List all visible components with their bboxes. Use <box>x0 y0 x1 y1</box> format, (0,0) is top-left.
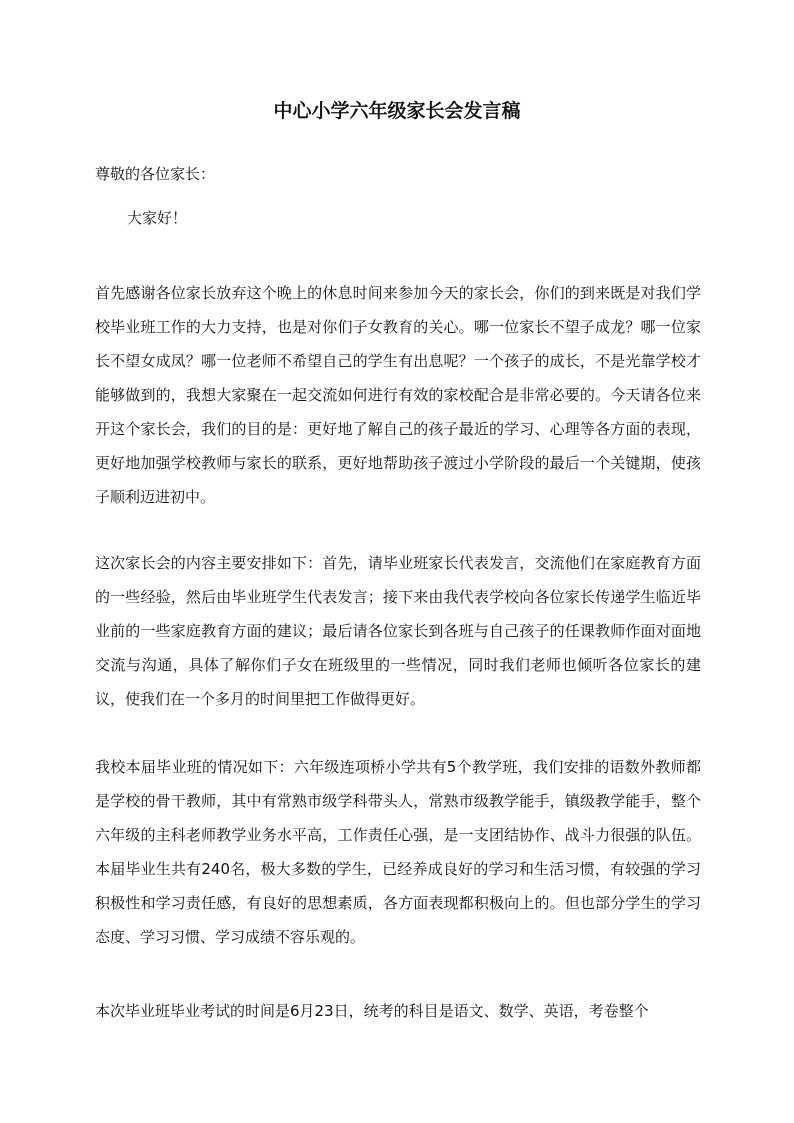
greeting: 大家好！ <box>127 209 188 227</box>
paragraph-opening: 首先感谢各位家长放弃这个晚上的休息时间来参加今天的家长会，你们的到来既是对我们学校毕业班工作的大力支持，也是对你们子女教育的关心。哪一位家长不望子成龙？哪一位家长不望女成凤？哪一位老师不希望自己的学生有出息呢？一个孩子的成长，不是光靠学校才能够做到的，我想大家聚在一起交流如何进行有效的家校配合是非常必要的。今天请各位来开这个家长会，我们的目的是：更好地了解自己的孩子最近的学习、心理等各方面的表现，更好地加强学校教师与家长的联系，更好地帮助孩子渡过小学阶段的最后一个关键期，使孩子顺利迈进初中。 <box>95 284 701 506</box>
salutation: 尊敬的各位家长： <box>95 165 216 183</box>
document-title: 中心小学六年级家长会发言稿 <box>273 100 521 122</box>
paragraph-agenda: 这次家长会的内容主要安排如下：首先，请毕业班家长代表发言，交流他们在家庭教育方面的一些经验，然后由毕业班学生代表发言；接下来由我代表学校向各位家长传递学生临近毕业前的一些家庭教育方面的建议；最后请各位家长到各班与自己孩子的任课教师作面对面地交流与沟通，具体了解你们子女在班级里的一些情况，同时我们老师也倾听各位家长的建议，使我们在一个多月的时间里把工作做得更好。 <box>95 554 701 708</box>
paragraph-class-overview: 我校本届毕业班的情况如下：六年级连项桥小学共有5个教学班，我们安排的语数外教师都是学校的骨干教师，其中有常熟市级学科带头人，常熟市级教学能手，镇级教学能手，整个六年级的主科老师教学业务水平高，工作责任心强，是一支团结协作、战斗力很强的队伍。本届毕业生共有240名，极大多数的学生，已经养成良好的学习和生活习惯，有较强的学习积极性和学习责任感，有良好的思想素质，各方面表现都积极向上的。但也部分学生的学习态度、学习习惯、学习成绩不容乐观的。 <box>95 758 701 946</box>
paragraph-exam-info: 本次毕业班毕业考试的时间是6月23日，统考的科目是语文、数学、英语，考卷整个 <box>95 1002 649 1020</box>
